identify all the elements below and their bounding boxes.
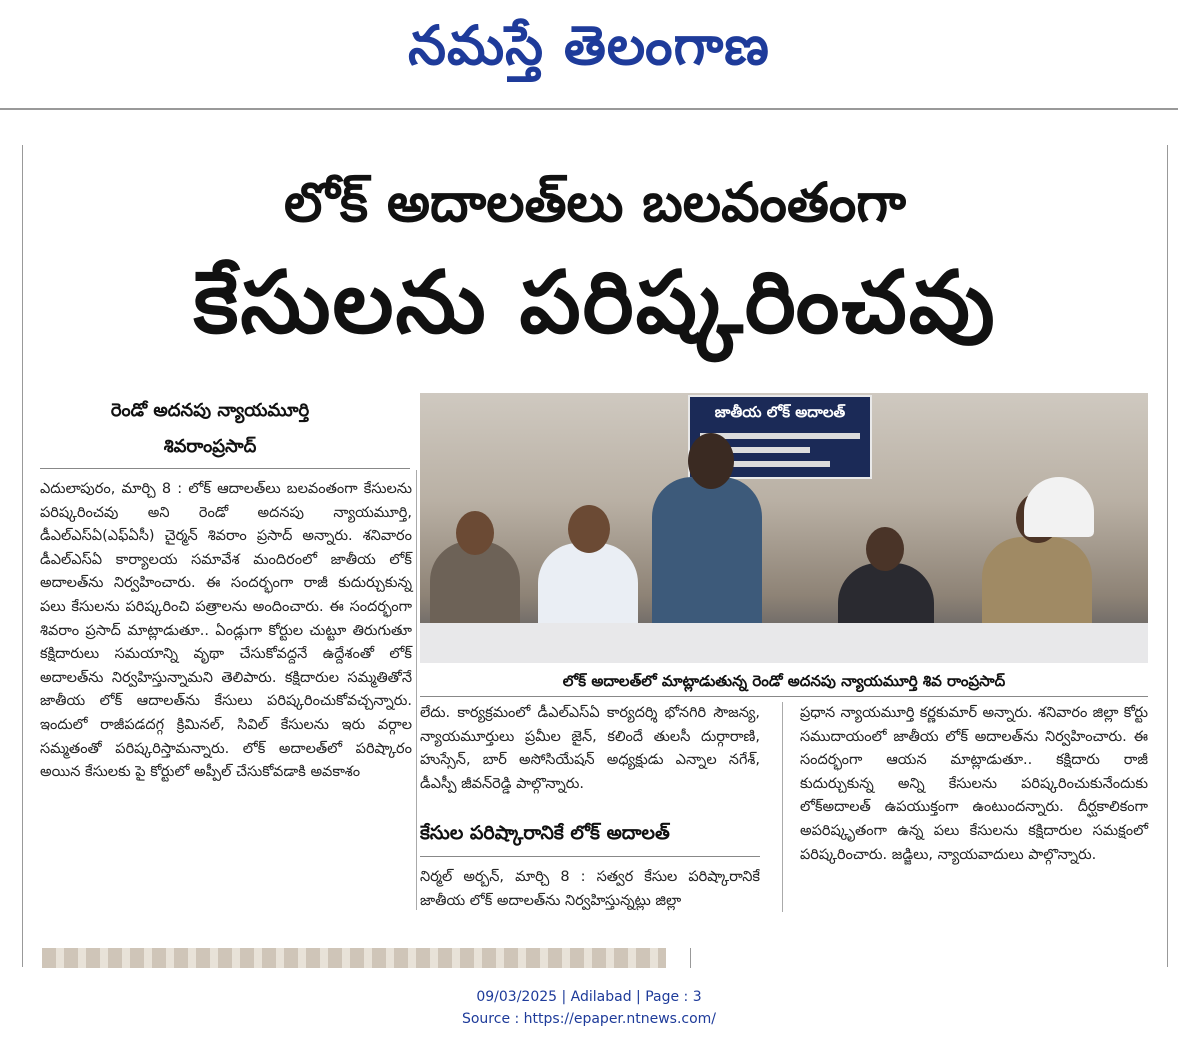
person-3-head bbox=[866, 527, 904, 571]
next-article-photo bbox=[42, 948, 666, 968]
person-1-head bbox=[456, 511, 494, 555]
byline-name: శివరాంప్రసాద్ bbox=[163, 436, 257, 457]
headline-line-2: కేసులను పరిష్కరించవు bbox=[193, 253, 997, 353]
masthead-divider bbox=[0, 108, 1178, 110]
byline-title: రెండో అదనపు న్యాయమూర్తి bbox=[110, 400, 310, 421]
article-column-2 bbox=[420, 702, 760, 796]
footer-edition-info: 09/03/2025 | Adilabad | Page : 3 bbox=[476, 989, 702, 1005]
article-column-2b bbox=[420, 866, 760, 913]
person-speaker-head bbox=[688, 433, 734, 489]
person-2-head bbox=[568, 505, 610, 553]
photo-table bbox=[420, 623, 1148, 663]
article-text: లేదు. కార్యక్రమంలో డీఎల్ఎస్ఏ కార్యదర్శి భోనగిరి సౌజన్య, న్యాయమూర్తులు ప్రమీల జైన్, కలిందే తులసీ దుర్గారాణి, హుస్సేన్, బార్ అసోసియేషన్ అధ్యక్షుడు ఎన్నాల నగేశ్, డీఎస్పీ జీవన్‌రెడ్డి పాల్గొన్నారు. bbox=[420, 705, 760, 792]
person-5 bbox=[1024, 477, 1094, 537]
photo-caption: లోక్ అదాలత్‌లో మాట్లాడుతున్న రెండో అదనపు న్యాయమూర్తి శివ రాంప్రసాద్ bbox=[562, 672, 1006, 690]
article-text: ఎదులాపురం, మార్చి 8 : లోక్ ఆదాలత్‌లు బలవంతంగా కేసులను పరిష్కరించవు అని రెండో అదనపు న్యాయమూర్తి, డీఎల్ఎస్ఏ(ఎఫ్ఏసీ) చైర్మన్ శివరాం ప్రసాద్ అన్నారు. శనివారం డీఎల్ఎస్ఏ కార్యాలయ సమావేశ మందిరంలో జాతీయ లోక్ అదాలత్‌ను నిర్వహించారు. ఈ సందర్భంగా రాజీ కుదుర్చుకున్న పలు కేసులను పరిష్కరించి పత్రాలను అందించారు. ఈ సందర్భంగా శివరాం ప్రసాద్ మాట్లాడుతూ.. ఏండ్లుగా కోర్టుల చుట్టూ తిరుగుతూ కక్షిదారులు సమయాన్ని వృథా చేసుకోవద్దనే ఉద్దేశంతో లోక్ అదాలత్‌ను నిర్వహిస్తున్నామని తెలిపారు. కక్షిదారుల సమ్మతితోనే జాతీయ లోక్ ఆదాలత్‌ను కేసులు పరిష్కరించుకోవచ్చన్నారు. ఇందులో రాజీపడదగ్గ క్రిమినల్, సివిల్ కేసులను ఇరు వర్గాల సమ్మతంతో పరిష్కరిస్తామన్నారు. లోక్ అదాలత్‌లో పరిష్కారం అయిన కేసులకు పై కోర్టులో అప్పీల్ చేసుకోవడాకి అవకాశం bbox=[40, 481, 412, 781]
column-divider bbox=[782, 702, 783, 912]
column-divider bbox=[416, 470, 417, 910]
article-column-1 bbox=[40, 478, 412, 785]
masthead bbox=[0, 0, 1178, 108]
masthead-logo: నమస్తే తెలంగాణ bbox=[408, 14, 770, 77]
caption-divider bbox=[420, 696, 1148, 697]
article-photo bbox=[420, 393, 1148, 663]
article-text: నిర్మల్ అర్బన్, మార్చి 8 : సత్వర కేసుల పరిష్కారానికే జాతీయ లోక్ అదాలత్‌ను నిర్వహిస్తున్నట్లు జిల్లా bbox=[420, 869, 760, 909]
byline-divider bbox=[40, 468, 410, 469]
headline-line-1: లోక్ అదాలత్‌లు బలవంతంగా bbox=[284, 171, 906, 234]
article-text: ప్రధాన న్యాయమూర్తి కర్ణకుమార్ అన్నారు. శనివారం జిల్లా కోర్టు సముదాయంలో జాతీయ లోక్ అదాలత్‌ను నిర్వహించారు. ఈ సందర్భంగా ఆయన మాట్లాడుతూ.. కక్షిదారు రాజీ కుదుర్చుకున్న అన్ని కేసులను పరిష్కరించుకునేందుకు లోక్‌అదాలత్ ఉపయుక్తంగా ఉంటుందన్నారు. దీర్ఘకాలికంగా అపరిష్కృతంగా ఉన్న పలు కేసులను కక్షిదారుల సమక్షంలో పరిష్కరించారు. జడ్జిలు, న్యాయవాదులు పాల్గొన్నారు. bbox=[800, 705, 1148, 863]
article-column-3 bbox=[800, 702, 1148, 867]
column-divider bbox=[690, 948, 691, 968]
photo-banner-text: జాతీయ లోక్ అదాలత్ bbox=[714, 403, 846, 421]
sub-headline: కేసుల పరిష్కారానికే లోక్ అదాలత్ bbox=[420, 822, 670, 844]
footer bbox=[0, 986, 1178, 1030]
subhead-divider bbox=[420, 856, 760, 857]
footer-source[interactable]: Source : https://epaper.ntnews.com/ bbox=[461, 1011, 717, 1027]
